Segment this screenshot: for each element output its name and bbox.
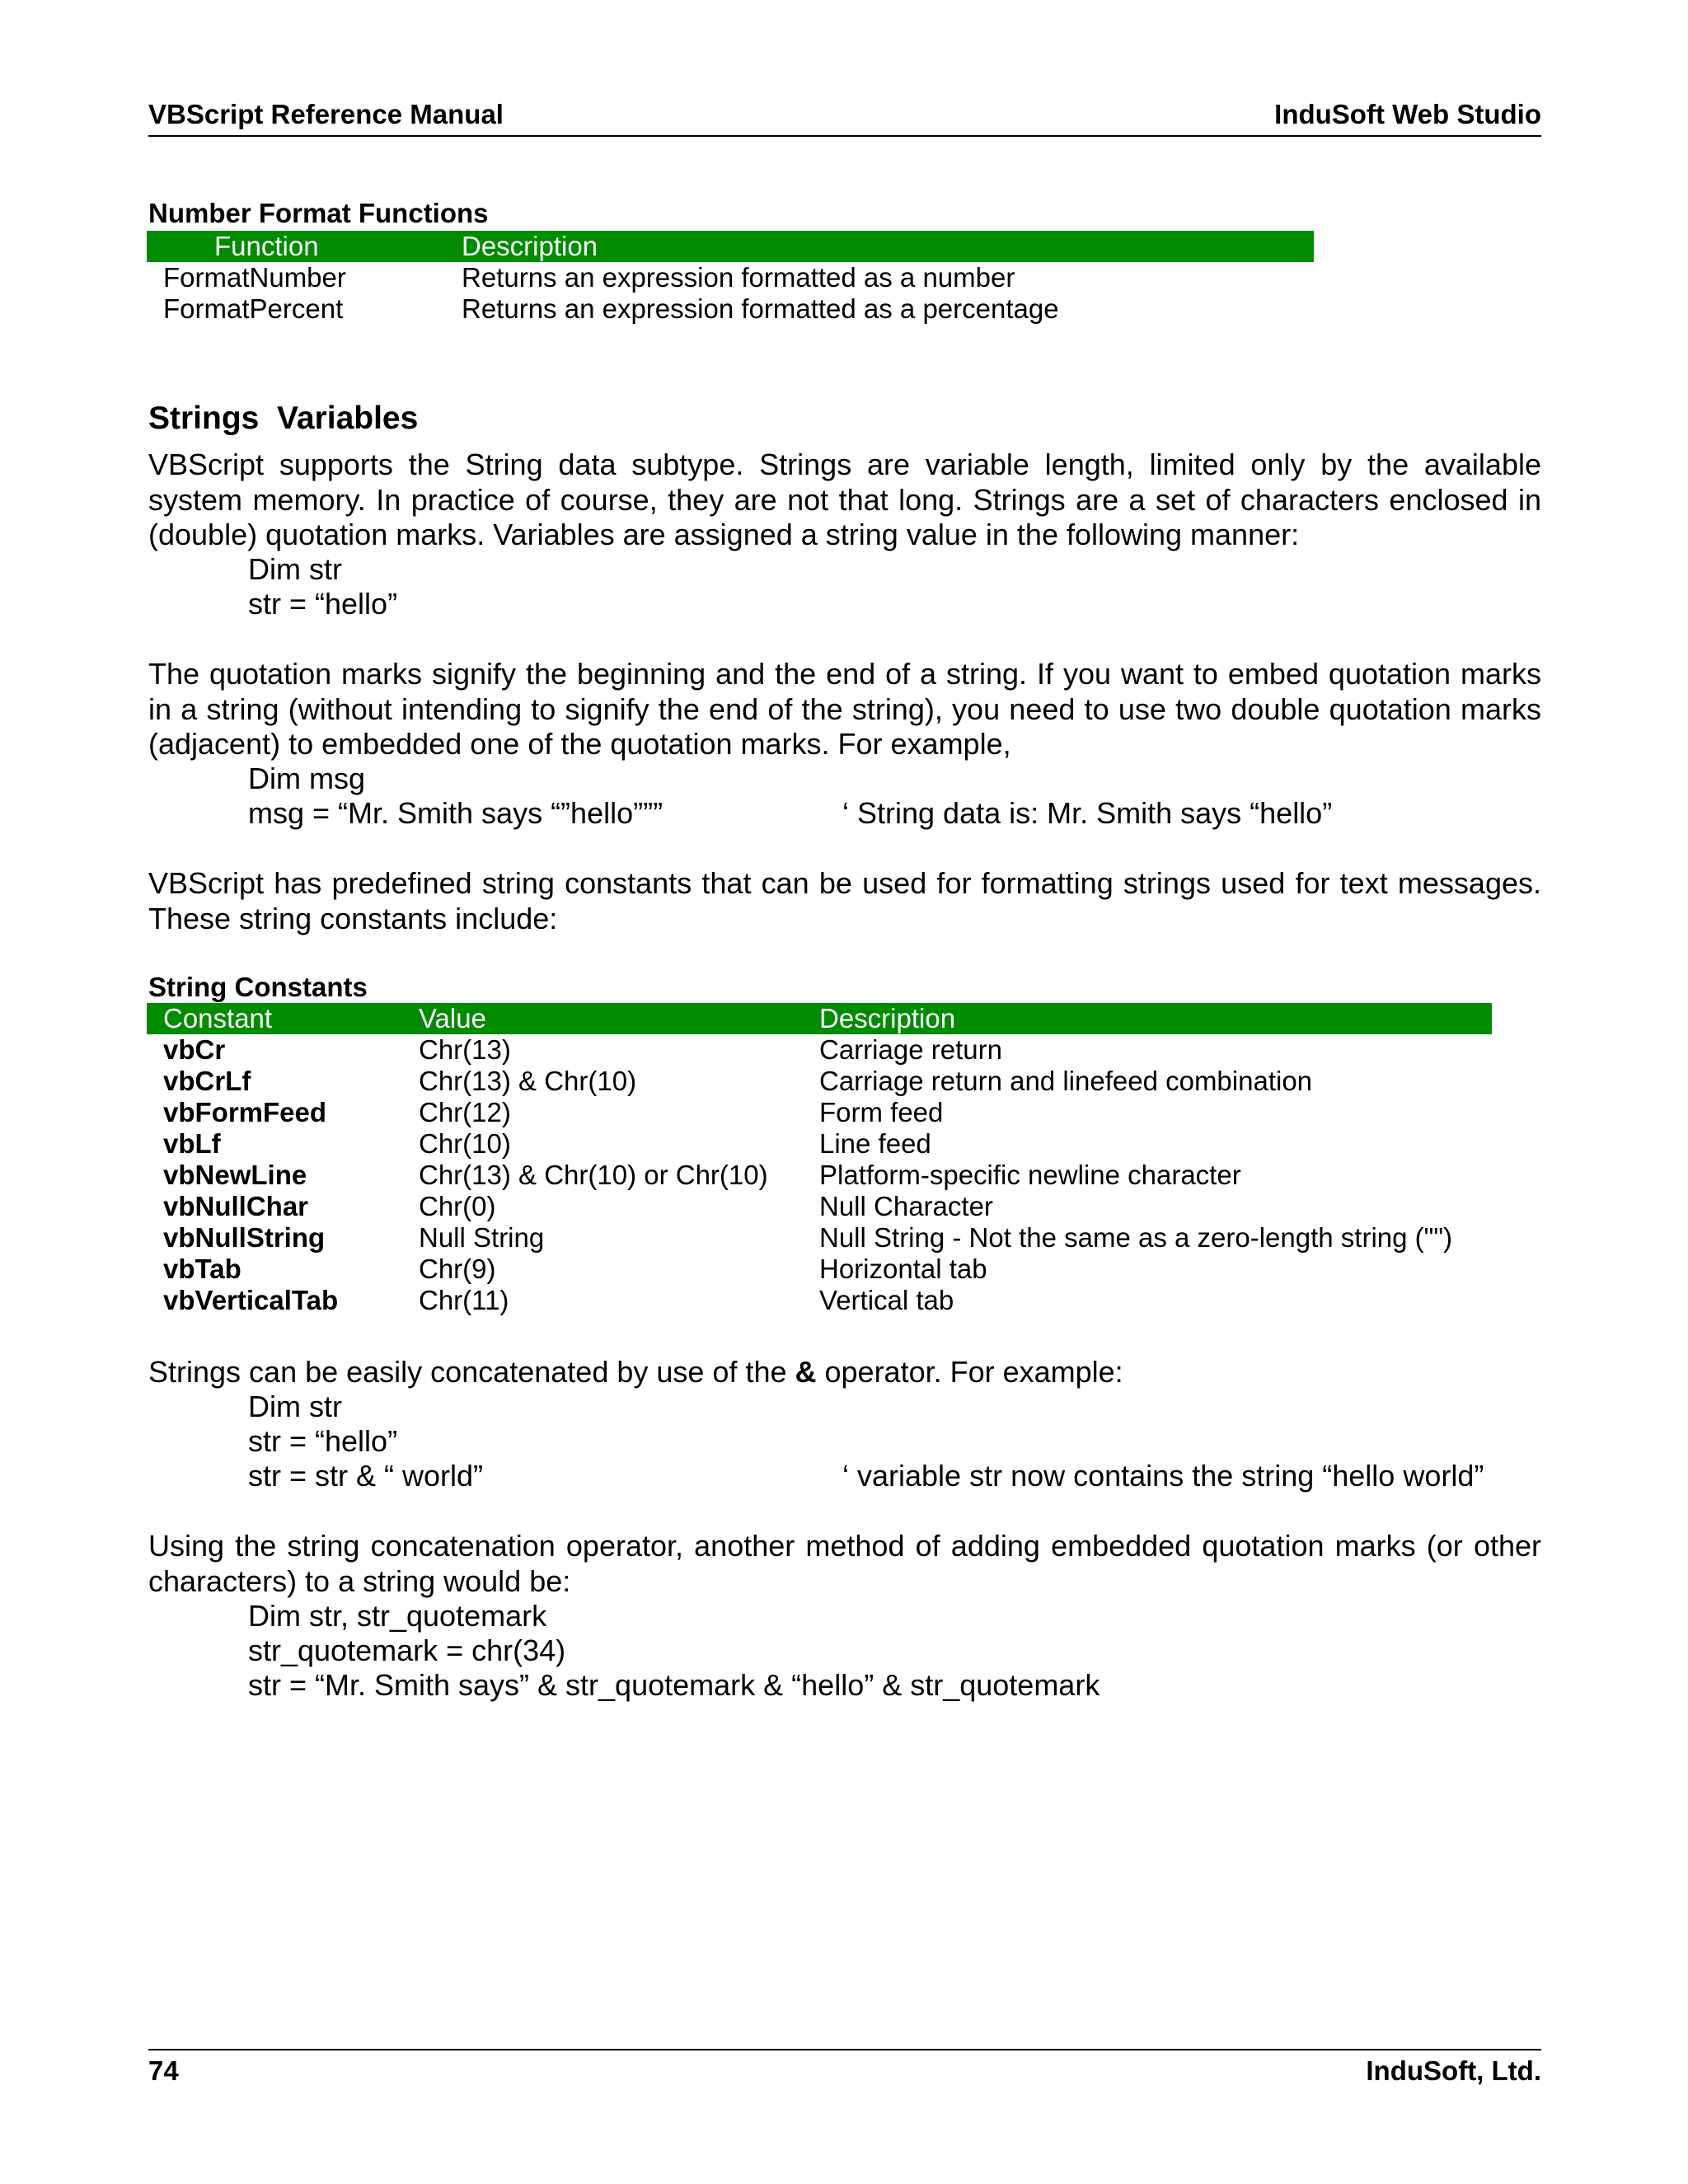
table-row [147,1191,1492,1222]
constant-value: Chr(11) [419,1285,509,1315]
constant-description: Horizontal tab [819,1254,987,1284]
constant-name: vbCrLf [163,1066,251,1096]
constant-description: Platform-specific newline character [819,1160,1241,1190]
column-header-function: Function [147,231,445,262]
code-line: str = str & “ world” [248,1459,484,1493]
code-line: str_quotemark = chr(34) [248,1633,566,1667]
constant-description: Null Character [819,1191,993,1221]
constant-description: Form feed [819,1097,944,1127]
constant-name: vbNewLine [163,1160,307,1190]
paragraph [148,1355,1541,1390]
ampersand-operator: & [795,1355,817,1389]
constant-description: Vertical tab [819,1285,954,1315]
section-heading: Strings Variables [148,401,419,436]
table-row [147,1254,1492,1285]
code-line: str = “Mr. Smith says” & str_quotemark & “hello” & str_quotemark [248,1668,1100,1702]
table-row [147,293,1314,325]
table-row [147,1097,1492,1128]
constant-value: Chr(12) [419,1097,511,1127]
constant-description: Carriage return [819,1034,1002,1065]
footer-company: InduSoft, Ltd. [1366,2055,1541,2086]
constant-value: Chr(9) [419,1254,496,1284]
constant-name: vbTab [163,1254,241,1284]
running-header [148,99,1541,137]
constant-name: vbVerticalTab [163,1285,339,1315]
code-line: str = “hello” [248,587,398,621]
constant-value: Chr(13) & Chr(10) or Chr(10) [419,1160,768,1190]
header-product-name: InduSoft Web Studio [1274,99,1541,129]
column-header-description: Description [445,231,1314,262]
string-constants-caption: String Constants [148,972,368,1002]
code-line: Dim msg [248,762,365,795]
paragraph: VBScript supports the String data subtype. Strings are variable length, limited only by the available system memory. In practice of course, they are not that long. Strings are a set of characters enclosed in (double) quotation marks. Variables are assigned a string value in the following manner: [148,448,1541,551]
function-name: FormatNumber [163,262,346,293]
table-row [147,1066,1492,1097]
function-description: Returns an expression formatted as a percentage [462,293,1059,324]
code-comment: ‘ variable str now contains the string “hello world” [842,1459,1484,1493]
code-line: Dim str, str_quotemark [248,1599,547,1633]
string-constants-table [147,1003,1492,1316]
column-header-constant: Constant [147,1003,402,1034]
constant-description: Line feed [819,1128,931,1159]
constant-description: Carriage return and linefeed combination [819,1066,1313,1096]
column-header-value: Value [402,1003,803,1034]
table-header-row [147,231,1314,262]
column-header-description: Description [803,1003,1492,1034]
constant-value: Chr(0) [419,1191,496,1221]
constant-name: vbFormFeed [163,1097,327,1127]
table-row [147,262,1314,293]
constant-value: Chr(10) [419,1128,511,1159]
constant-name: vbNullString [163,1222,326,1253]
table-row [147,1222,1492,1254]
paragraph-text: Strings can be easily concatenated by use of the [148,1355,795,1389]
page-number: 74 [148,2055,179,2086]
function-description: Returns an expression formatted as a number [462,262,1015,293]
table-row [147,1034,1492,1066]
constant-value: Chr(13) & Chr(10) [419,1066,637,1096]
paragraph: The quotation marks signify the beginning and the end of a string. If you want to embed quotation marks in a string (without intending to signify the end of the string), you need to use two double quotation marks (adjacent) to embedded one of the quotation marks. For example, [148,657,1541,761]
constant-name: vbNullChar [163,1191,309,1221]
code-line: str = “hello” [248,1424,398,1458]
code-line: msg = “Mr. Smith says “”hello””” [248,796,663,830]
constant-name: vbCr [163,1034,226,1065]
code-line: Dim str [248,1390,342,1423]
constant-name: vbLf [163,1128,221,1159]
header-manual-title: VBScript Reference Manual [148,99,504,129]
constant-value: Null String [419,1222,545,1253]
table-row [147,1160,1492,1191]
code-comment: ‘ String data is: Mr. Smith says “hello” [842,796,1333,830]
function-name: FormatPercent [163,293,344,324]
table-row [147,1128,1492,1160]
paragraph: Using the string concatenation operator, another method of adding embedded quotation marks (or other characters) to a string would be: [148,1529,1541,1598]
running-footer [148,2049,1541,2087]
table-row [147,1285,1492,1316]
paragraph-text: operator. For example: [816,1355,1123,1389]
constant-description: Null String - Not the same as a zero-length string ("") [819,1222,1453,1253]
table-header-row [147,1003,1492,1034]
number-format-caption: Number Format Functions [148,198,489,228]
paragraph: VBScript has predefined string constants that can be used for formatting strings used for text messages. These string constants include: [148,866,1541,935]
constant-value: Chr(13) [419,1034,511,1065]
code-line: Dim str [248,552,342,586]
number-format-table [147,231,1314,325]
